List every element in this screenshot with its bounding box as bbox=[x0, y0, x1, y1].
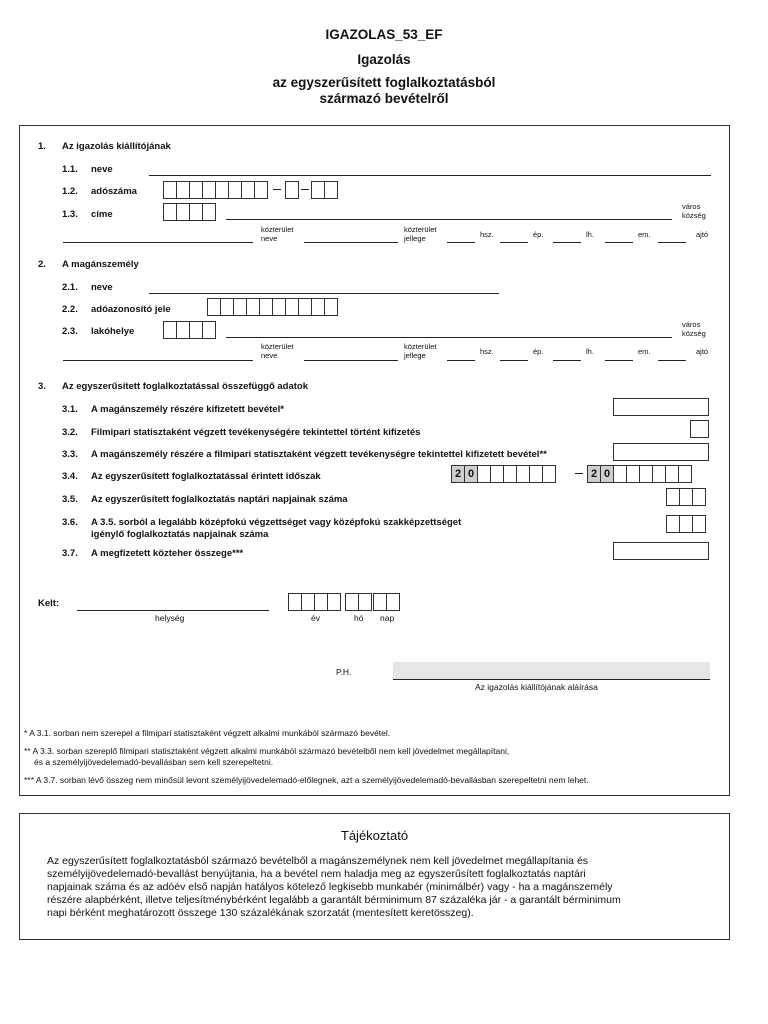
year-label: év bbox=[311, 613, 320, 623]
person-taxid-number: 2.2. bbox=[62, 304, 78, 315]
period-end-field[interactable] bbox=[587, 465, 691, 483]
issuer-staircase-field[interactable] bbox=[553, 242, 581, 243]
info-title: Tájékoztató bbox=[340, 828, 409, 843]
section3-title: Az egyszerűsített foglalkoztatással összefüggő adatok bbox=[62, 381, 309, 392]
section2-number: 2. bbox=[38, 259, 46, 270]
info-line: Az egyszerűsített foglalkoztatásból származó bevételből a magánszemélynek nem kell jövedelmet megállapítania és bbox=[47, 855, 589, 867]
item-3-4-number: 3.4. bbox=[62, 471, 78, 482]
section1-title: Az igazolás kiállítójának bbox=[62, 141, 171, 152]
tax-id-separator bbox=[273, 189, 281, 190]
footnote-1: * A 3.1. sorban nem szerepel a filmipari statisztaként végzett alkalmi munkából származó bevétel. bbox=[24, 728, 391, 738]
person-staircase-field[interactable] bbox=[553, 360, 581, 361]
item-3-6-number: 3.6. bbox=[62, 517, 78, 528]
floor-label: em. bbox=[638, 347, 651, 356]
tax-id-separator bbox=[301, 189, 309, 190]
issuer-address-number: 1.3. bbox=[62, 209, 78, 220]
floor-label: em. bbox=[638, 230, 651, 239]
footnote-2-line2: és a személyijövedelemadó-bevallásban sem kell szerepeltetni. bbox=[34, 757, 274, 767]
place-field[interactable] bbox=[77, 610, 269, 611]
issuer-street-type-field[interactable] bbox=[304, 242, 398, 243]
staircase-label: lh. bbox=[586, 347, 594, 356]
year-prefix-digit: 2 bbox=[587, 465, 601, 483]
issuer-tax-id-code-field[interactable] bbox=[285, 181, 298, 199]
street-label: közterület bbox=[261, 225, 294, 234]
section1-number: 1. bbox=[38, 141, 46, 152]
item-3-3-number: 3.3. bbox=[62, 449, 78, 460]
person-address-number: 2.3. bbox=[62, 326, 78, 337]
item-3-7-number: 3.7. bbox=[62, 548, 78, 559]
info-line: napi bérként meghatározott összege 130 százalékának szorzatát (mentesített keretösszeg). bbox=[47, 907, 474, 919]
item-3-6-label-line2: igénylő foglalkoztatás napjainak száma bbox=[91, 529, 269, 540]
house-number-label: hsz. bbox=[480, 347, 494, 356]
street-label: közterület bbox=[404, 225, 437, 234]
issuer-door-field[interactable] bbox=[658, 242, 686, 243]
person-postal-code-field[interactable] bbox=[163, 321, 215, 339]
issuer-street-name-field[interactable] bbox=[63, 242, 253, 243]
signature-line bbox=[393, 679, 710, 680]
issuer-address-label: címe bbox=[91, 209, 113, 220]
person-tax-id-field[interactable] bbox=[207, 298, 337, 316]
footnote-2-line1: ** A 3.3. sorban szereplő filmipari statisztaként végzett alkalmi munkából származó bevételből nem kell jövedelmet megállapítani, bbox=[24, 746, 510, 756]
city-label: város bbox=[682, 202, 701, 211]
calendar-days-field[interactable] bbox=[666, 488, 705, 506]
place-label: helység bbox=[155, 613, 185, 623]
person-house-number-field[interactable] bbox=[447, 360, 475, 361]
day-label: nap bbox=[380, 613, 395, 623]
year-prefix-digit: 0 bbox=[600, 465, 614, 483]
issuer-house-number-field[interactable] bbox=[447, 242, 475, 243]
person-building-field[interactable] bbox=[500, 360, 528, 361]
item-3-3-label: A magánszemély részére a filmipari statisztaként végzett tevékenységre tekintettel kifizetett bevétel** bbox=[91, 449, 547, 460]
issuer-tax-label: adószáma bbox=[91, 186, 137, 197]
village-label: község bbox=[682, 329, 706, 338]
year-prefix-digit: 2 bbox=[451, 465, 465, 483]
issuer-postal-code-field[interactable] bbox=[163, 203, 215, 221]
person-name-number: 2.1. bbox=[62, 282, 78, 293]
staircase-label: lh. bbox=[586, 230, 594, 239]
item-3-1-number: 3.1. bbox=[62, 404, 78, 415]
page-title: Igazolás bbox=[357, 52, 411, 67]
date-month-field[interactable] bbox=[345, 593, 371, 611]
person-street-name-field[interactable] bbox=[63, 360, 253, 361]
issuer-tax-id-county-field[interactable] bbox=[311, 181, 337, 199]
period-separator bbox=[575, 473, 583, 474]
person-street-type-field[interactable] bbox=[304, 360, 398, 361]
issuer-tax-number: 1.2. bbox=[62, 186, 78, 197]
signature-label: Az igazolás kiállítójának aláírása bbox=[475, 682, 598, 692]
item-3-5-label: Az egyszerűsített foglalkoztatás naptári napjainak száma bbox=[91, 494, 348, 505]
item-3-1-label: A magánszemély részére kifizetett bevétel* bbox=[91, 404, 284, 415]
issuer-name-label: neve bbox=[91, 164, 113, 175]
issuer-name-number: 1.1. bbox=[62, 164, 78, 175]
door-label: ajtó bbox=[696, 347, 709, 356]
item-3-5-number: 3.5. bbox=[62, 494, 78, 505]
street-name-label: neve bbox=[261, 234, 278, 243]
item-3-4-label: Az egyszerűsített foglalkoztatással érintett időszak bbox=[91, 471, 321, 482]
date-year-field[interactable] bbox=[288, 593, 340, 611]
section2-title: A magánszemély bbox=[62, 259, 139, 270]
item-3-6-label-line1: A 3.5. sorból a legalább középfokú végzettséget vagy középfokú szakképzettséget bbox=[91, 517, 462, 528]
page-subtitle-line2: származó bevételről bbox=[319, 91, 449, 106]
signature-field[interactable] bbox=[393, 662, 710, 679]
period-start-field[interactable] bbox=[451, 465, 555, 483]
person-city-field[interactable] bbox=[226, 337, 672, 338]
month-label: hó bbox=[354, 613, 364, 623]
city-label: város bbox=[682, 320, 701, 329]
issuer-building-field[interactable] bbox=[500, 242, 528, 243]
film-extra-checkbox[interactable] bbox=[690, 420, 709, 438]
public-charge-field[interactable] bbox=[613, 542, 709, 560]
street-name-label: neve bbox=[261, 351, 278, 360]
person-name-label: neve bbox=[91, 282, 113, 293]
info-line: részére alapbérként, illetve teljesítménybérként legalább a garantált bérminimum 87 százaléka jár - a garantált bérminimum bbox=[47, 894, 621, 906]
issuer-tax-id-main-field[interactable] bbox=[163, 181, 267, 199]
stamp-label: P.H. bbox=[336, 667, 352, 677]
info-text bbox=[47, 855, 621, 920]
building-label: ép. bbox=[533, 347, 544, 356]
year-prefix-digit: 0 bbox=[464, 465, 478, 483]
person-floor-field[interactable] bbox=[605, 360, 633, 361]
item-3-2-number: 3.2. bbox=[62, 427, 78, 438]
street-type-label: jellege bbox=[404, 234, 426, 243]
date-label: Kelt: bbox=[38, 598, 60, 609]
street-label: közterület bbox=[404, 342, 437, 351]
form-code: IGAZOLAS_53_EF bbox=[325, 27, 443, 42]
person-address-label: lakóhelye bbox=[91, 326, 135, 337]
issuer-floor-field[interactable] bbox=[605, 242, 633, 243]
person-taxid-label: adóazonosító jele bbox=[91, 304, 171, 315]
item-3-7-label: A megfizetett közteher összege*** bbox=[91, 548, 244, 559]
issuer-city-field[interactable] bbox=[226, 219, 672, 220]
date-day-field[interactable] bbox=[373, 593, 399, 611]
person-name-field[interactable] bbox=[149, 293, 499, 294]
village-label: község bbox=[682, 211, 706, 220]
info-line: személyijövedelemadó-bevallást benyújtania, ha a bevétel nem haladja meg az egyszerűsített foglalkoztatás naptári bbox=[47, 868, 586, 880]
section3-number: 3. bbox=[38, 381, 46, 392]
info-line: napjainak száma és az adóév első napján hatályos kötelező legkisebb munkabér (minimálbér) vagy - ha a magánszemély bbox=[47, 881, 613, 893]
film-extra-income-field[interactable] bbox=[613, 443, 709, 461]
item-3-2-label: Filmipari statisztaként végzett tevékenységére tekintettel történt kifizetés bbox=[91, 427, 421, 438]
street-label: közterület bbox=[261, 342, 294, 351]
qualified-days-field[interactable] bbox=[666, 515, 705, 533]
paid-income-field[interactable] bbox=[613, 398, 709, 416]
footnote-3: *** A 3.7. sorban lévő összeg nem minősül levont személyijövedelemadó-előlegnek, azt a személyijövedelemadó-bevallásban szerepeltetni nem lehet. bbox=[24, 775, 589, 785]
house-number-label: hsz. bbox=[480, 230, 494, 239]
page-subtitle-line1: az egyszerűsített foglalkoztatásból bbox=[272, 75, 496, 90]
person-door-field[interactable] bbox=[658, 360, 686, 361]
building-label: ép. bbox=[533, 230, 544, 239]
street-type-label: jellege bbox=[404, 351, 426, 360]
issuer-name-field[interactable] bbox=[149, 175, 711, 176]
door-label: ajtó bbox=[696, 230, 709, 239]
